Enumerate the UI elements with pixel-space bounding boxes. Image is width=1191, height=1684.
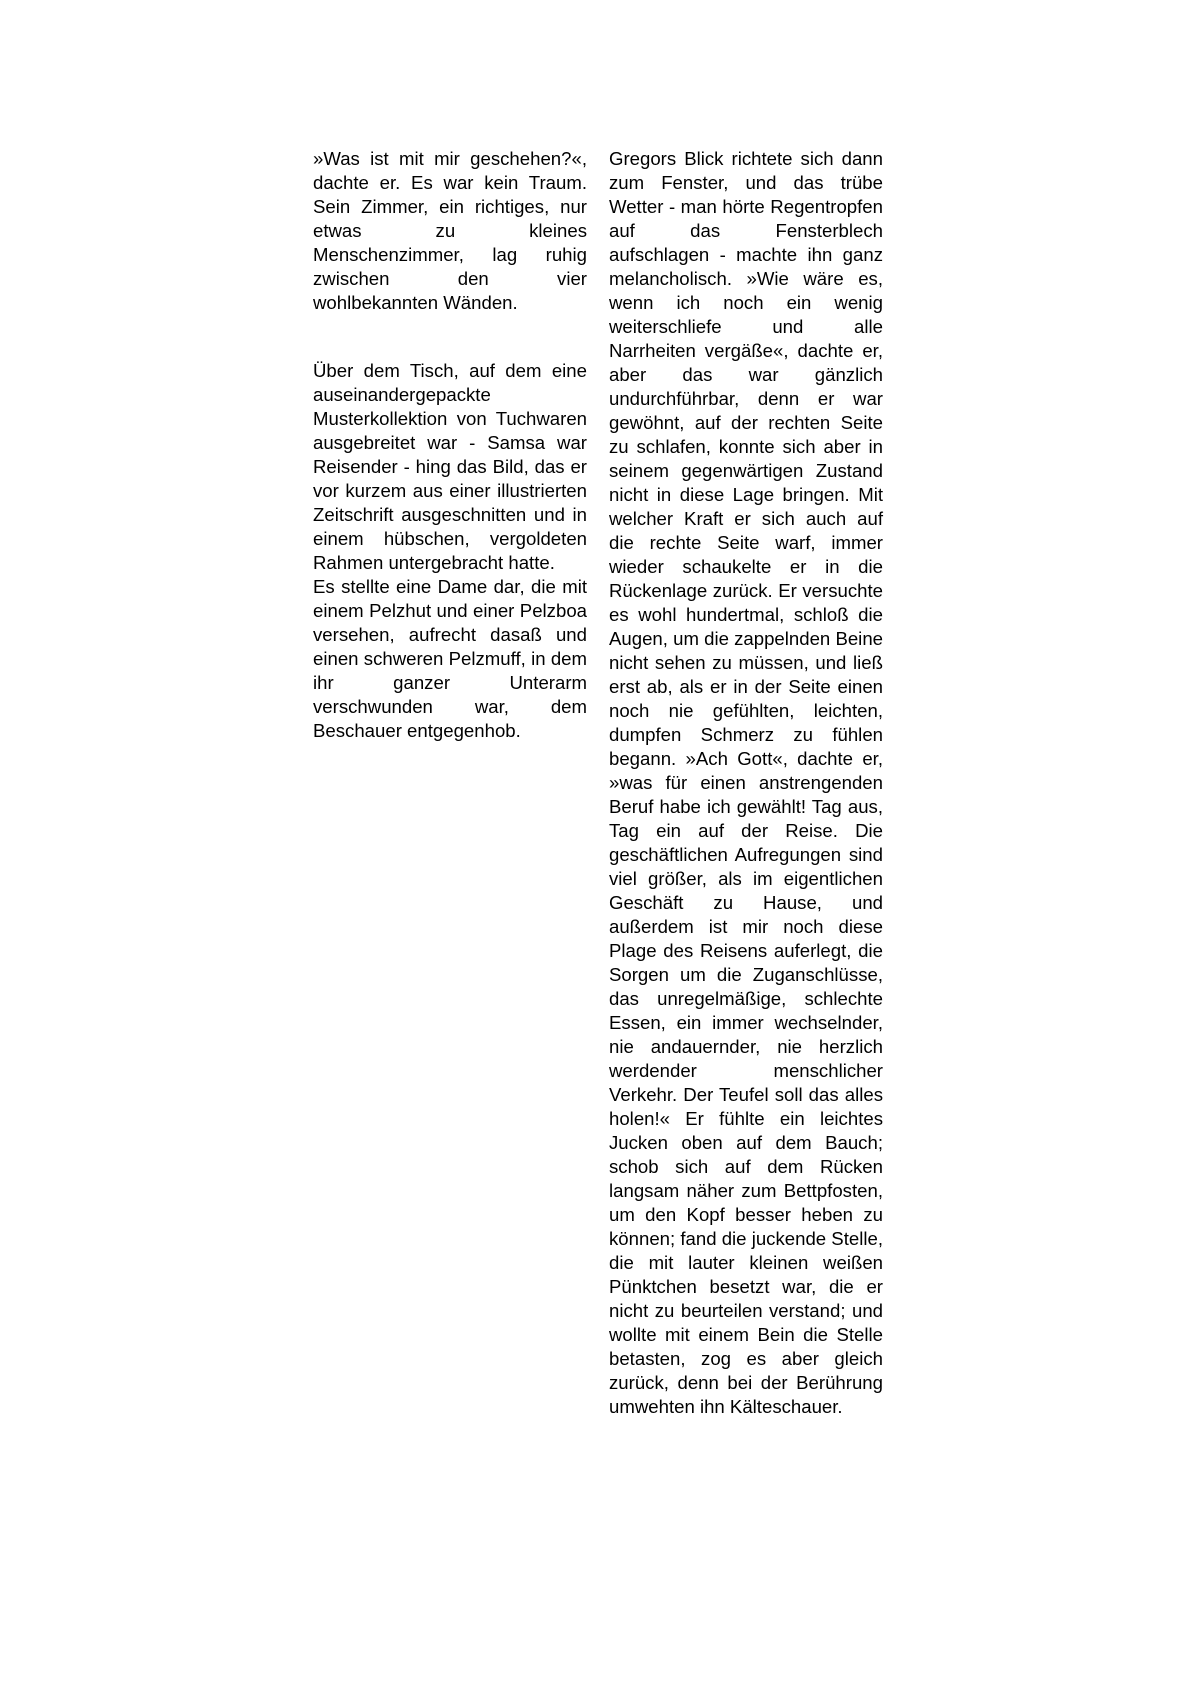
- paragraph: Über dem Tisch, auf dem eine auseinandergepackte Musterkollektion von Tuchwaren ausgebreitet war - Samsa war Reisender - hing das Bild, das er vor kurzem aus einer illustrierten Zeitschrift ausgeschnitten und in einem hübschen, vergoldeten Rahmen untergebracht hatte.: [313, 360, 587, 573]
- left-text-column: [313, 147, 587, 743]
- right-text-column: [609, 147, 883, 1419]
- paragraph: Es stellte eine Dame dar, die mit einem Pelzhut und einer Pelzboa versehen, aufrecht dasaß und einen schweren Pelzmuff, in dem ihr ganzer Unterarm verschwunden war, dem Beschauer entgegenhob.: [313, 576, 587, 741]
- paragraph: »Was ist mit mir geschehen?«, dachte er. Es war kein Traum. Sein Zimmer, ein richtiges, nur etwas zu kleines Menschenzimmer, lag ruhig zwischen den vier wohlbekannten Wänden.: [313, 148, 587, 313]
- paragraph: Gregors Blick richtete sich dann zum Fenster, und das trübe Wetter - man hörte Regentropfen auf das Fensterblech aufschlagen - machte ihn ganz melancholisch. »Wie wäre es, wenn ich noch ein wenig weiterschliefe und alle Narrheiten vergäße«, dachte er, aber das war gänzlich undurchführbar, denn er war gewöhnt, auf der rechten Seite zu schlafen, konnte sich aber in seinem gegenwärtigen Zustand nicht in diese Lage bringen. Mit welcher Kraft er sich auch auf die rechte Seite warf, immer wieder schaukelte er in die Rückenlage zurück. Er versuchte es wohl hundertmal, schloß die Augen, um die zappelnden Beine nicht sehen zu müssen, und ließ erst ab, als er in der Seite einen noch nie gefühlten, leichten, dumpfen Schmerz zu fühlen begann. »Ach Gott«, dachte er, »was für einen anstrengenden Beruf habe ich gewählt! Tag aus, Tag ein auf der Reise. Die geschäftlichen Aufregungen sind viel größer, als im eigentlichen Geschäft zu Hause, und außerdem ist mir noch diese Plage des Reisens auferlegt, die Sorgen um die Zuganschlüsse, das unregelmäßige, schlechte Essen, ein immer wechselnder, nie andauernder, nie herzlich werdender menschlicher Verkehr. Der Teufel soll das alles holen!« Er fühlte ein leichtes Jucken oben auf dem Bauch; schob sich auf dem Rücken langsam näher zum Bettpfosten, um den Kopf besser heben zu können; fand die juckende Stelle, die mit lauter kleinen weißen Pünktchen besetzt war, die er nicht zu beurteilen verstand; und wollte mit einem Bein die Stelle betasten, zog es aber gleich zurück, denn bei der Berührung umwehten ihn Kälteschauer.: [609, 148, 883, 1417]
